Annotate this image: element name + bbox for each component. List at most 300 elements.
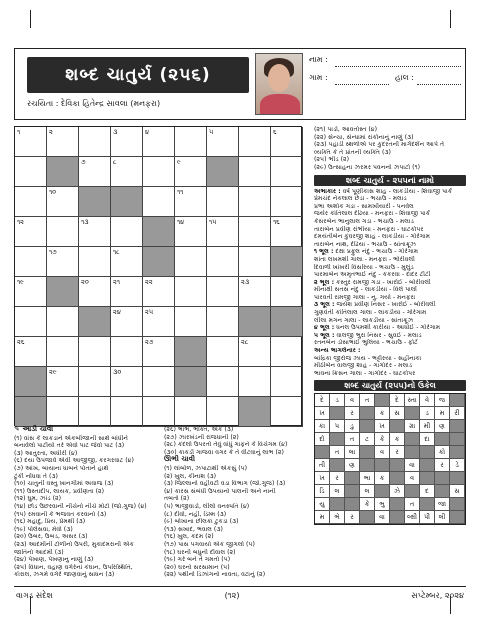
solution-cell: ડિ <box>315 485 330 498</box>
winner-line: અન્ય ભાગલેનાર : <box>314 347 361 355</box>
cell-number: ૧૫ <box>209 218 217 226</box>
grid-cell[interactable] <box>15 247 47 277</box>
winner-line: દિવાળી ખાંખરી વિસરિયા - ભચાઉ - મુલુંડ <box>314 263 414 271</box>
clue-line: (૯) બોખાના છીલકા ટુકડા (૩) <box>164 518 239 526</box>
grid-cell[interactable] <box>15 187 47 217</box>
grid-cell[interactable] <box>79 337 111 367</box>
grid-block <box>15 367 47 397</box>
cell-number: ૫ <box>209 128 214 136</box>
grid-cell[interactable] <box>175 157 207 187</box>
puzzle-page <box>14 48 466 608</box>
clue-line: (૧૭) પાસ પગવાયો એક જીગલો (૫) <box>164 540 255 548</box>
grid-cell[interactable] <box>111 397 143 427</box>
solution-block <box>450 498 465 511</box>
clue-line: જાતિનો આદમી (૩) <box>14 548 64 556</box>
clue-line: (૪) કારસ સંબંધી ઉપયાનો પાલની અને નાની <box>164 487 276 495</box>
across-clues <box>14 426 162 579</box>
winner-line: મીઠીબેન વાલજી શાહ - ગાગોદર - મલાડ <box>314 362 413 370</box>
clue-line: તબતો (૨) <box>164 495 190 503</box>
solution-heading: શબ્દ ચાતુર્ય (૨૫૫)નો ઉકેલ <box>314 380 466 391</box>
solution-cell: ર <box>345 407 360 420</box>
clue-line: (૬) દયા ઉપજાવે એવી આજીજી, કરગરવાટ (૪) <box>14 457 134 465</box>
grid-block <box>47 277 79 307</box>
solution-cell: ભા <box>360 472 375 485</box>
grid-cell[interactable] <box>143 397 175 427</box>
clue-line: (૧) લાંબોળ, ઝપાટાથી એકસું (૫) <box>164 464 248 472</box>
winner-line: ૧ ભૂલ : દક્ષા પ્રફુલ નંદુ - ભચાઉ - ગોરેગામ <box>314 248 419 256</box>
solution-block <box>450 420 465 433</box>
grid-cell[interactable] <box>271 217 303 247</box>
author-line: રચયિતા : દેવિકા હિતેન્દ્ર સાવલા (મનફરા) <box>27 99 161 108</box>
solution-cell: ડ <box>330 394 345 407</box>
solution-cell: વા <box>375 511 390 524</box>
cell-number: ૧ <box>17 128 21 136</box>
solution-block <box>375 485 390 498</box>
grid-cell[interactable] <box>111 127 143 157</box>
solution-block <box>405 446 420 459</box>
grid-block <box>207 157 239 187</box>
grid-cell[interactable] <box>143 127 175 157</box>
grid-block <box>79 307 111 337</box>
solution-block <box>405 433 420 446</box>
grid-cell[interactable] <box>79 367 111 397</box>
footer-publication: વાગડ સંદેશ <box>16 591 53 600</box>
grid-cell[interactable] <box>207 127 239 157</box>
solution-block <box>435 472 450 485</box>
right-column <box>314 126 466 525</box>
grid-block <box>239 307 271 337</box>
grid-block <box>47 157 79 187</box>
grid-cell[interactable] <box>207 307 239 337</box>
solution-block <box>375 459 390 472</box>
cell-number: ૩ <box>113 128 118 136</box>
clue-line: (૨૦) ઘરનો સરસામાન (૫) <box>164 563 230 571</box>
clue-line: (૩) જિલ્લાનો વહીવટી વડા વિભાગ (જો.ગુજ) (૩) <box>164 480 286 488</box>
clue-line: (૨૭) ઝારખંડની રાજધાની (૨) <box>164 433 239 441</box>
down-heading: ઊભી ચાવી <box>164 455 195 464</box>
grid-block <box>239 397 271 427</box>
solution-block <box>450 446 465 459</box>
grid-cell[interactable] <box>15 127 47 157</box>
solution-block <box>390 459 405 472</box>
grid-cell[interactable] <box>47 217 79 247</box>
cell-number: ૧૭ <box>49 248 57 256</box>
solution-cell: દે <box>390 394 405 407</box>
grid-cell[interactable] <box>207 247 239 277</box>
solution-cell: કે <box>375 433 390 446</box>
solution-cell: પી <box>420 511 435 524</box>
solution-cell: ખ <box>315 472 330 485</box>
grid-cell[interactable] <box>47 397 79 427</box>
grid-cell[interactable] <box>175 127 207 157</box>
cell-number: ૨ <box>49 128 53 136</box>
cell-number: ૨૯ <box>49 368 57 376</box>
solution-block <box>330 433 345 446</box>
solution-grid <box>314 393 466 525</box>
solution-block <box>420 472 435 485</box>
clue-line: (૧૨) ઘુમ, ઝાંડ (૨) <box>14 495 62 503</box>
grid-cell[interactable] <box>111 217 143 247</box>
down-clues <box>164 426 312 579</box>
grid-cell[interactable] <box>111 277 143 307</box>
solution-cell: ણ <box>435 420 450 433</box>
solution-block <box>360 446 375 459</box>
grid-cell[interactable] <box>143 187 175 217</box>
grid-block <box>111 187 143 217</box>
solution-block <box>330 498 345 511</box>
winner-line: તારાબેન નાથ, દેઢિયા - ભચાઉ - સાંતાક્રૂઝ <box>314 240 417 248</box>
grid-cell[interactable] <box>111 337 143 367</box>
clue-line: (૨૦) ઉંબર, ઉંબડ, અસર (૩) <box>14 533 88 541</box>
clue-line: (૧૫) રમવાની કે ભજવત કરવાનો (૩) <box>14 510 107 518</box>
solution-cell: યુ <box>315 498 330 511</box>
cell-number: ૪ <box>145 128 150 136</box>
grid-cell[interactable] <box>207 337 239 367</box>
winner-line: રતનબેન ડોસાભાઈ ભુલિયા - ભચાઉ - ફોર્ટ <box>314 339 418 347</box>
cell-number: ૧૪ <box>177 218 185 226</box>
grid-block <box>271 307 303 337</box>
solution-block <box>420 498 435 511</box>
grid-cell[interactable] <box>207 367 239 397</box>
name-field[interactable] <box>335 66 461 67</box>
winners-heading: શબ્દ ચાતુર્ય - ૨૫૫નાં નામો <box>314 175 466 186</box>
clue-line: (૨૩) પહાડી સ્થળોએ પર કુદરતની માર્ગદર્શન આપે તે <box>314 141 445 149</box>
grid-cell[interactable] <box>239 277 271 307</box>
hall-label: હાલ : <box>395 73 414 82</box>
solution-block <box>420 459 435 472</box>
solution-cell: સ્તા <box>405 394 420 407</box>
grid-cell[interactable] <box>15 277 47 307</box>
solution-cell: ણ <box>345 459 360 472</box>
winner-line: પારવતી રામજી ગાલા - નુ. ગયો - મનફરા <box>314 293 416 301</box>
clue-line: (૨૨) પથીનો ડિઝાંગનો નાવતા, વટાનું (૨) <box>164 571 266 579</box>
solution-cell: લ <box>360 485 375 498</box>
winner-line: જયેર કાંતિલાલ દેઢિયા - મનફરા - શિવાજી પાર્ક <box>314 210 431 218</box>
solution-cell: મી <box>420 420 435 433</box>
solution-cell: ડ <box>420 407 435 420</box>
page-footer <box>14 586 466 605</box>
cell-number: ૬ <box>273 128 277 136</box>
solution-cell: ર <box>435 459 450 472</box>
solution-block <box>450 433 465 446</box>
entry-fields <box>309 55 461 91</box>
winner-line: લીલા મગન ગાલા - લાકડીયા - સાંતાક્રૂઝ <box>314 316 414 324</box>
solution-cell: દે <box>315 394 330 407</box>
cell-number: ૨૫ <box>145 308 154 316</box>
solution-cell: લા <box>345 446 360 459</box>
clue-line: (૨૬) ભાભ, ભક્તિ, એક (૩) <box>164 426 234 433</box>
grid-cell[interactable] <box>143 277 175 307</box>
winner-line: બાંદ્રિકા જીરોજ ઝાય - ભટ્ટીરયા - સહીનાકા <box>314 354 422 362</box>
puzzle-title: શબ્દ ચાતુર્ય (૨૫૬) <box>27 57 249 93</box>
grid-cell[interactable] <box>271 127 303 157</box>
name-label: નામ : <box>309 55 328 64</box>
solution-block <box>360 407 375 420</box>
winner-line: ૨ ભૂલ : કસ્તુર રામજી ગડા - ખારોઈ - બોરીવલી <box>314 278 431 286</box>
footer-date: સપ્ટેમ્બર, ૨૦૨૪ <box>411 591 464 600</box>
grid-cell[interactable] <box>271 157 303 187</box>
clue-line: (૨૧) પાડો, આવતોસ્ત (૪) <box>314 126 378 133</box>
solution-block <box>405 485 420 498</box>
solution-cell: ક <box>375 472 390 485</box>
solution-cell: કા <box>315 420 330 433</box>
winner-line: પ્રેમચંદ નેકલાલ છેડા - ભચાઉ - મલાડ <box>314 195 407 203</box>
grid-cell[interactable] <box>47 367 79 397</box>
grid-cell[interactable] <box>271 277 303 307</box>
crossword-grid[interactable] <box>14 126 302 426</box>
grid-cell[interactable] <box>79 157 111 187</box>
solution-cell: દા <box>420 433 435 446</box>
winners-list <box>314 188 466 378</box>
solution-cell: ર <box>390 446 405 459</box>
solution-cell: ર <box>330 472 345 485</box>
grid-cell[interactable] <box>47 247 79 277</box>
clue-line: (૩૦) કાકડી ગાજવા વગર કે તે વીંટવાનું લાભ (૨) <box>164 448 284 456</box>
grid-cell[interactable] <box>79 127 111 157</box>
winner-line: પ્રભા અશોક ગડા - સામખીયારી - પનવેલ <box>314 202 414 210</box>
grid-block <box>15 397 47 427</box>
grid-cell[interactable] <box>47 307 79 337</box>
clue-line: (૨૫) વિધાન, વહાણ વગેરેનાં કંઘાન, ઉપરિસ્થિતિ, <box>14 563 133 571</box>
solution-cell: ખ <box>375 420 390 433</box>
footer-page-number: (૧૨) <box>224 591 240 600</box>
clue-line: (૧૯) ગરે બને તે ગમતો (૫) <box>164 556 231 564</box>
grid-cell[interactable] <box>175 307 207 337</box>
cell-number: ૮ <box>113 158 117 166</box>
cell-number: ૨૬ <box>17 338 25 346</box>
solution-cell: ત <box>330 446 345 459</box>
grid-cell[interactable] <box>239 337 271 367</box>
clue-line: (૧૬) ખુલ, કદમ (૨) <box>164 533 214 541</box>
winner-line: મીનાક્ષી સતસ નંદુ - લાકડીયા - વિલે પાર્લા <box>314 286 417 294</box>
cell-number: ૧૨ <box>17 218 25 226</box>
solution-block <box>405 407 420 420</box>
grid-cell[interactable] <box>79 217 111 247</box>
solution-cell: ત <box>405 498 420 511</box>
village-field[interactable] <box>335 84 389 85</box>
grid-cell[interactable] <box>111 367 143 397</box>
solution-cell: જ <box>435 394 450 407</box>
cell-number: ૯ <box>177 158 181 166</box>
solution-cell: દો <box>315 433 330 446</box>
cell-number: ૨૮ <box>241 338 249 346</box>
solution-cell: ક <box>390 433 405 446</box>
solution-cell: ર <box>345 511 360 524</box>
grid-cell[interactable] <box>175 247 207 277</box>
clue-line: (૮) દીવો, નહી, ડિમ્મ (૩) <box>164 510 227 518</box>
solution-cell: ખ <box>315 407 330 420</box>
solution-block <box>390 472 405 485</box>
winner-line: ૪ ભૂલ : ધનલ ઉપમશી કારીયા - આધોઈ - ગોરેગામ <box>314 324 441 332</box>
solution-block <box>420 446 435 459</box>
cell-number: ૧૬ <box>273 218 280 226</box>
grid-cell[interactable] <box>15 307 47 337</box>
grid-cell[interactable] <box>175 397 207 427</box>
grid-cell[interactable] <box>239 127 271 157</box>
cell-number: ૭ <box>81 158 86 166</box>
solution-block <box>360 511 375 524</box>
solution-cell: વ <box>345 394 360 407</box>
grid-cell[interactable] <box>207 277 239 307</box>
grid-block <box>143 247 175 277</box>
grid-cell[interactable] <box>271 397 303 427</box>
cell-number: ૨૩ <box>241 278 250 286</box>
solution-block <box>390 511 405 524</box>
solution-cell: ટ <box>360 433 375 446</box>
solution-cell: સ <box>390 407 405 420</box>
solution-cell: વ <box>405 472 420 485</box>
solution-cell: સ <box>450 485 465 498</box>
grid-cell[interactable] <box>79 247 111 277</box>
solution-block <box>435 433 450 446</box>
grid-cell[interactable] <box>47 187 79 217</box>
solution-cell: મ <box>435 407 450 420</box>
grid-cell[interactable] <box>111 247 143 277</box>
solution-cell: વે <box>420 394 435 407</box>
grid-cell[interactable] <box>47 127 79 157</box>
solution-cell: વ <box>375 446 390 459</box>
clue-line: (૧૦) ચાતુર્ની વસ્તુ ખાનગીમાં અવાજ (૩) <box>14 480 114 488</box>
grid-block <box>79 187 111 217</box>
hall-field[interactable] <box>417 84 461 85</box>
grid-cell[interactable] <box>143 337 175 367</box>
solution-cell: લ <box>330 485 345 498</box>
cell-number: ૨૧ <box>113 278 121 286</box>
clue-line: ટુંકી નોંધવા તે (૩) <box>14 472 58 480</box>
solution-cell: ભુ <box>375 498 390 511</box>
grid-cell[interactable] <box>271 187 303 217</box>
solution-cell: કો <box>435 446 450 459</box>
grid-block <box>271 247 303 277</box>
clue-line: (૧) વાંસ કે લાકડાને એકબીજાની સાથે બાંધીને <box>14 434 129 442</box>
village-label: ગામ : <box>309 73 328 82</box>
clue-line: (૩) આતુરતા, અધીરી (૪) <box>14 449 78 457</box>
right-top-clues <box>314 126 466 172</box>
grid-cell[interactable] <box>239 247 271 277</box>
winner-line: કેસરબેન ભાનુલાલ ગડા - ભચાઉ - મલાડ <box>314 217 414 225</box>
grid-cell[interactable] <box>143 307 175 337</box>
solution-cell: જા <box>435 498 450 511</box>
clue-line: કૌરાલ, ઝગમે વગેરે જાણવાનું સાધન (૩) <box>14 571 115 579</box>
solution-block <box>315 446 330 459</box>
grid-cell[interactable] <box>15 337 47 367</box>
cell-number: ૨૦ <box>81 278 89 286</box>
solution-cell: તી <box>315 459 330 472</box>
clue-line: (૨૨) સેન્ચા, સેન્ધામાં રાંકોનાનું નાણું (૩) <box>314 133 414 141</box>
clue-line: (૨૫) ભીડ (૨) <box>314 156 350 164</box>
cell-number: ૧૩ <box>81 218 89 226</box>
solution-block <box>345 472 360 485</box>
grid-cell[interactable] <box>79 397 111 427</box>
solution-cell: કે <box>360 498 375 511</box>
solution-block <box>360 420 375 433</box>
grid-cell[interactable] <box>79 277 111 307</box>
grid-cell[interactable] <box>239 367 271 397</box>
winner-line: તારાબેન પ્રવીણ રાંભીયા - મનફરા - ઘાટકોપર <box>314 225 424 233</box>
winner-line: પારમાબેન અમૃતભાઈ નંદુ - કકરવા - દાદર ટીટી <box>314 271 431 279</box>
solution-cell: દ <box>420 485 435 498</box>
solution-cell: રી <box>450 407 465 420</box>
winner-line: ભાવના ક્રિસન ગાલા - ગાગોદર - ઘાટકોપર <box>314 369 416 377</box>
grid-cell[interactable] <box>239 157 271 187</box>
grid-cell[interactable] <box>111 307 143 337</box>
clue-line: (૭) આંખ, બાયાના ધાબને પોતાને હાથે <box>14 464 109 472</box>
grid-cell[interactable] <box>15 157 47 187</box>
author-photo <box>255 53 303 115</box>
cell-number: ૧૮ <box>113 248 120 256</box>
clue-line: (૨૯) ઉત્સાહના ઝરમર પવનનો ઝપાટો (૧) <box>314 163 421 171</box>
solution-cell: લી <box>435 511 450 524</box>
grid-cell[interactable] <box>47 337 79 367</box>
solution-block <box>360 459 375 472</box>
solution-block <box>435 485 450 498</box>
cell-number: ૨૨ <box>145 278 153 286</box>
grid-cell[interactable] <box>207 217 239 247</box>
grid-cell[interactable] <box>15 217 47 247</box>
grid-cell[interactable] <box>111 157 143 187</box>
cell-number: ૧૯ <box>17 278 25 286</box>
solution-block <box>345 498 360 511</box>
solution-cell: ડુ <box>345 420 360 433</box>
cell-number: ૧૧ <box>177 188 184 196</box>
clue-line: (૨૪) પેખાણ, પેખણાનુ નાણું (૩) <box>14 556 94 564</box>
solution-block <box>390 498 405 511</box>
clue-line: (૧૯) પોલેસવા, મેવો (૩) <box>14 525 73 533</box>
solution-cell: ત <box>360 394 375 407</box>
grid-cell[interactable] <box>239 187 271 217</box>
winner-line: ગુણવંતી કાંતિલાલ ગાલા - લાકડીયા - ગોરેગામ <box>314 309 427 317</box>
winner-line: અભાકાર : વર્ષ પૂર્ણીકાસ શાહ - લાકડીયા - શિવાજી પાર્ક <box>314 187 453 195</box>
crop-mark <box>450 10 451 28</box>
winner-line: શાંતા લખમશી ગાલા - મનફરા - ભોરીવલી <box>314 255 415 263</box>
grid-block <box>175 367 207 397</box>
winner-line: ૩ ભૂલ : જયેશ પ્રવીણ નિસર - ખારોઈ - બોરીવલી <box>314 301 436 309</box>
solution-block <box>330 407 345 420</box>
solution-cell: ત <box>345 433 360 446</box>
puzzle-header <box>14 48 466 120</box>
solution-cell: ડે <box>450 459 465 472</box>
solution-block <box>390 420 405 433</box>
grid-cell[interactable] <box>175 217 207 247</box>
grid-cell[interactable] <box>239 217 271 247</box>
solution-cell: ક <box>375 407 390 420</box>
grid-cell[interactable] <box>207 187 239 217</box>
grid-block <box>175 337 207 367</box>
winner-line: દમયંતીબેન કુંવરજી શાહ - લાકડીયા - ગોરેગામ <box>314 233 431 241</box>
grid-cell[interactable] <box>143 367 175 397</box>
grid-cell[interactable] <box>175 277 207 307</box>
clue-line: (૨) ખુલ, કીનાશ (૩) <box>164 472 217 480</box>
cell-number: ૧૦ <box>49 188 57 196</box>
grid-cell[interactable] <box>175 187 207 217</box>
clue-line: (૨૩) આદમીની ટોળીનો ઉપરી, મુકાદમરાની એક <box>14 540 134 548</box>
clue-line: (૧૩) સખાદ, ભવાલ (૩) <box>164 525 223 533</box>
solution-cell: ભે <box>330 511 345 524</box>
solution-block <box>330 459 345 472</box>
clue-line: બનાવેલો પાટીયો તરે એવો પાટ જેવો પાટ (૩) <box>14 442 125 450</box>
solution-cell: ઝે <box>390 485 405 498</box>
grid-cell[interactable] <box>143 157 175 187</box>
grid-cell[interactable] <box>271 367 303 397</box>
grid-cell[interactable] <box>207 397 239 427</box>
clue-line: (૧૬) મહાદુ, પ્રિય, પ્રેમથી (૩) <box>14 518 86 526</box>
winner-line: ૫ ભૂલ : વાલજી ભુરા નિસર - સુવઈ - મલાડ <box>314 331 422 339</box>
crop-mark <box>30 10 31 28</box>
grid-cell[interactable] <box>271 337 303 367</box>
across-heading: ✎ આડી ચાવી <box>14 425 54 433</box>
clue-line: (૧૧) ઉસ્તાદીપ, લાયક, પ્રવીણતા (૨) <box>14 487 105 495</box>
solution-block <box>375 394 390 407</box>
